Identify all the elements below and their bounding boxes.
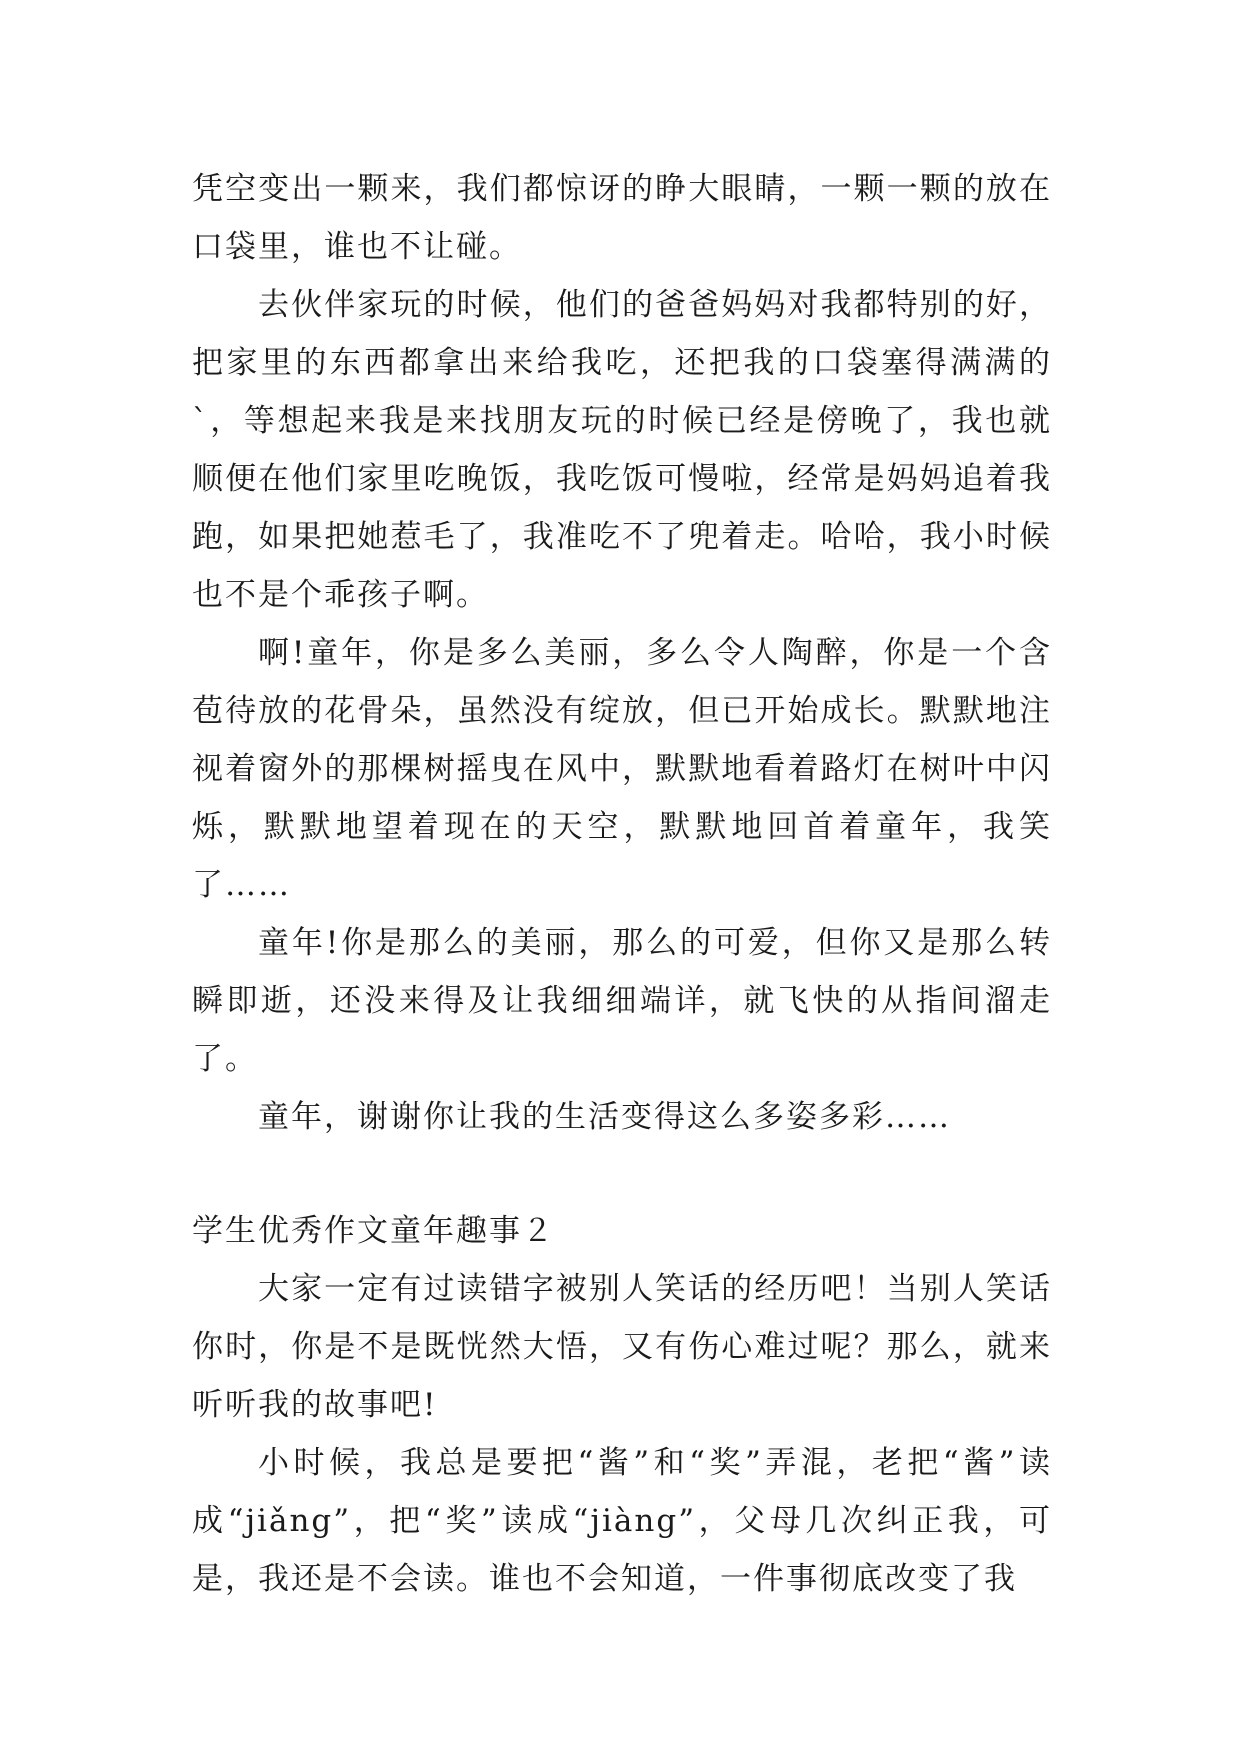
paragraph: 大家一定有过读错字被别人笑话的经历吧！当别人笑话你时，你是不是既恍然大悟，又有伤心难过呢？那么，就来听听我的故事吧! — [192, 1271, 1052, 1423]
paragraph: 童年，谢谢你让我的生活变得这么多姿多彩…… — [258, 1099, 951, 1135]
paragraph: 啊!童年，你是多么美丽，多么令人陶醉，你是一个含苞待放的花骨朵，虽然没有绽放，但已开始成长。默默地注视着窗外的那棵树摇曳在风中，默默地看着路灯在树叶中闪烁，默默地望着现在的天空，默默地回首着童年，我笑了…… — [192, 635, 1052, 903]
document-body — [192, 160, 1052, 1608]
paragraph-continuation: 凭空变出一颗来，我们都惊讶的睁大眼睛，一颗一颗的放在口袋里，谁也不让碰。 — [192, 171, 1052, 265]
paragraph: 童年!你是那么的美丽，那么的可爱，但你又是那么转瞬即逝，还没来得及让我细细端详，就飞快的从指间溜走了。 — [192, 925, 1052, 1077]
section-title: 学生优秀作文童年趣事２ — [192, 1213, 555, 1249]
paragraph: 去伙伴家玩的时候，他们的爸爸妈妈对我都特别的好，把家里的东西都拿出来给我吃，还把我的口袋塞得满满的`，等想起来我是来找朋友玩的时候已经是傍晚了，我也就顺便在他们家里吃晚饭，我吃饭可慢啦，经常是妈妈追着我跑，如果把她惹毛了，我准吃不了兜着走。哈哈，我小时候也不是个乖孩子啊。 — [192, 287, 1052, 613]
paragraph: 小时候，我总是要把“酱”和“奖”弄混，老把“酱”读成“jiǎng”，把“奖”读成“jiàng”，父母几次纠正我，可是，我还是不会读。谁也不会知道，一件事彻底改变了我 — [192, 1445, 1052, 1597]
